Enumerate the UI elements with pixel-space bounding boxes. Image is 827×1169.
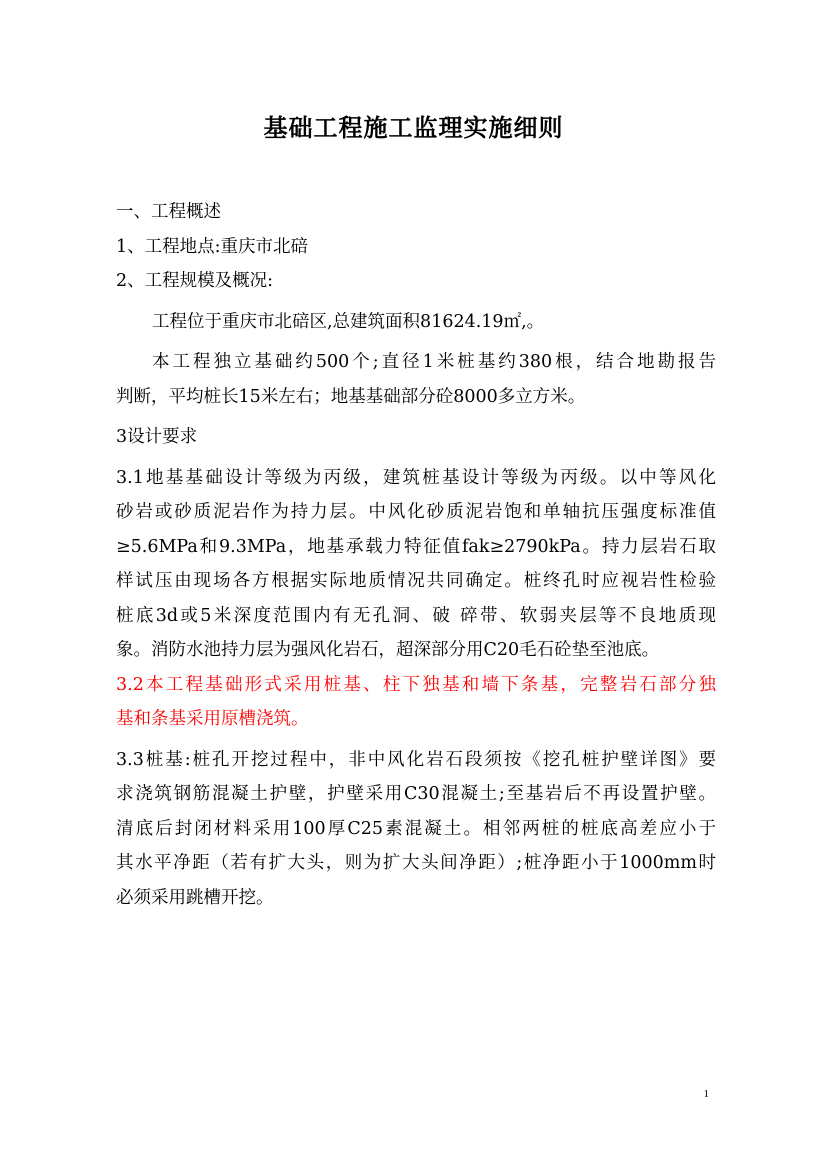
section-3-1-line-6: 象。消防水池持力层为强风化岩石，超深部分用C20毛石砼垫至池底。 bbox=[116, 640, 660, 660]
section-3-3-line-1: 3.3桩基:桩孔开挖过程中，非中风化岩石段须按《挖孔桩护壁详图》要 bbox=[116, 749, 716, 770]
document-title: 基础工程施工监理实施细则 bbox=[263, 113, 564, 142]
scale-paragraph-2-line-2: 判断，平均桩长15米左右；地基基础部分砼8000多立方米。 bbox=[116, 386, 586, 407]
section-3-3-line-5: 必须采用跳槽开挖。 bbox=[116, 887, 274, 908]
section-3-2-line-1: 3.2本工程基础形式采用桩基、柱下独基和墙下条基，完整岩石部分独 bbox=[116, 674, 716, 695]
design-heading: 3设计要求 bbox=[116, 427, 198, 447]
section-3-3-line-4: 其水平净距（若有扩大头，则为扩大头间净距）;桩净距小于1000mm时 bbox=[116, 853, 716, 873]
section-3-3-line-2: 求浇筑钢筋混凝土护壁，护壁采用C30混凝土;至基岩后不再设置护壁。 bbox=[116, 784, 716, 804]
document-body bbox=[116, 195, 716, 915]
section-3-1-line-2: 砂岩或砂质泥岩作为持力层。中风化砂质泥岩饱和单轴抗压强度标准值 bbox=[116, 502, 716, 522]
section-3-2-line-2: 基和条基采用原槽浇筑。 bbox=[116, 709, 309, 729]
project-location: 1、工程地点:重庆市北碚 bbox=[116, 236, 309, 257]
section-3-1-line-1: 3.1地基基础设计等级为丙级，建筑桩基设计等级为丙级。以中等风化 bbox=[116, 467, 716, 488]
section-3-1-line-3: ≥5.6MPa和9.3MPa，地基承载力特征值fak≥2790kPa。持力层岩石取 bbox=[116, 536, 716, 557]
section-3-1-line-4: 样试压由现场各方根据实际地质情况共同确定。桩终孔时应视岩性检验 bbox=[116, 571, 716, 591]
scale-heading: 2、工程规模及概况: bbox=[116, 271, 274, 291]
section-3-1-line-5: 桩底3d或5米深度范围内有无孔洞、破 碎带、软弱夹层等不良地质现 bbox=[116, 605, 716, 626]
scale-paragraph-2-line-1: 本工程独立基础约500个;直径1米桩基约380根，结合地勘报告 bbox=[152, 352, 716, 372]
section-3-3-line-3: 清底后封闭材料采用100厚C25素混凝土。相邻两桩的桩底高差应小于 bbox=[116, 818, 716, 839]
page-number: 1 bbox=[703, 1088, 709, 1100]
scale-paragraph-1: 工程位于重庆市北碚区,总建筑面积81624.19㎡,。 bbox=[152, 311, 545, 332]
overview-heading: 一、工程概述 bbox=[116, 202, 221, 222]
